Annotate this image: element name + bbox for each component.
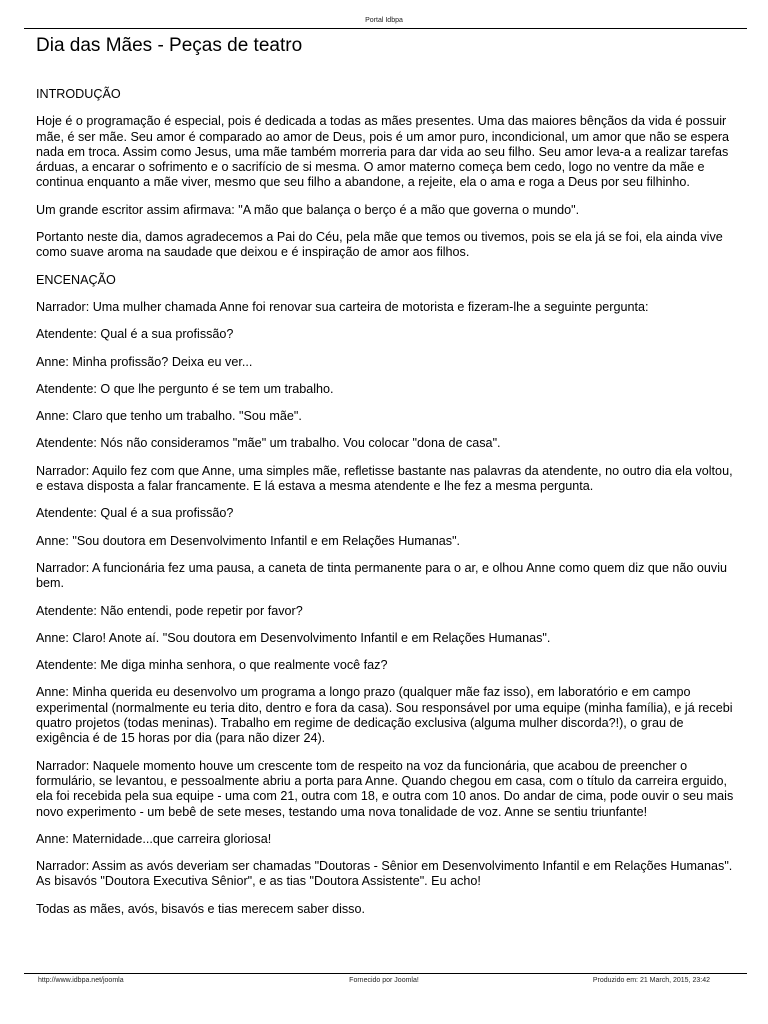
dialogue-line: Anne: Maternidade...que carreira gloriosa! xyxy=(36,831,272,846)
dialogue-line: Narrador: Naquele momento houve um crescente tom de respeito na voz da funcionária, que acabou de preencher o formulário, se levantou, e pessoalmente abriu a porta para Anne. Quando chegou em casa, com o título da carreira erguido, ela foi recebida pela sua equipe - uma com 21, outra com 18, e outra com 10 anos. Do andar de cima, pode ouvir o seu mais novo experimento - um bebê de sete meses, testando uma nova tonalidade de voz. Anne se sentiu triunfante! xyxy=(36,758,734,819)
dialogue-line: Atendente: Não entendi, pode repetir por favor? xyxy=(36,603,303,618)
site-header: Portal Idbpa xyxy=(365,17,403,24)
section-heading-introducao: INTRODUÇÃO xyxy=(36,87,121,101)
dialogue-line: Anne: Minha profissão? Deixa eu ver... xyxy=(36,354,253,369)
section-heading-encenacao: ENCENAÇÃO xyxy=(36,272,116,287)
article-body xyxy=(36,87,740,929)
dialogue-line: Atendente: Qual é a sua profissão? xyxy=(36,506,234,521)
dialogue-line: Anne: Claro que tenho um trabalho. "Sou mãe". xyxy=(36,409,302,424)
dialogue-line: Atendente: Nós não consideramos "mãe" um trabalho. Vou colocar "dona de casa". xyxy=(36,436,501,451)
closing-line: Todas as mães, avós, bisavós e tias merecem saber disso. xyxy=(36,901,365,916)
page-title: Dia das Mães - Peças de teatro xyxy=(36,35,303,56)
dialogue-line: Anne: "Sou doutora em Desenvolvimento Infantil e em Relações Humanas". xyxy=(36,533,461,548)
dialogue-line: Atendente: Qual é a sua profissão? xyxy=(36,327,234,342)
header-divider xyxy=(24,28,747,29)
dialogue-line: Anne: Claro! Anote aí. "Sou doutora em Desenvolvimento Infantil e em Relações Humanas". xyxy=(36,630,551,645)
paragraph: Um grande escritor assim afirmava: "A mão que balança o berço é a mão que governa o mundo". xyxy=(36,202,580,217)
dialogue-line: Anne: Minha querida eu desenvolvo um programa a longo prazo (qualquer mãe faz isso), em laboratório e em campo experimental (normalmente eu teria dito, dentro e fora da casa). Sou responsável por uma equipe (minha família), e já recebi quatro projetos (todas meninas). Trabalho em regime de dedicação exclusiva (alguma mulher discorda?!), o grau de exigência é de 15 horas por dia (para não dizer 24). xyxy=(36,685,733,746)
dialogue-line: Narrador: Assim as avós deveriam ser chamadas "Doutoras - Sênior em Desenvolvimento Infantil e em Relações Humanas". As bisavós "Doutora Executiva Sênior", e as tias "Doutora Assistente". Eu acho! xyxy=(36,859,733,889)
dialogue-line: Narrador: Uma mulher chamada Anne foi renovar sua carteira de motorista e fizeram-lhe a seguinte pergunta: xyxy=(36,299,649,314)
paragraph: Portanto neste dia, damos agradecemos a Pai do Céu, pela mãe que temos ou tivemos, pois se ela já se foi, ela ainda vive como suave aroma na saudade que deixou e é inspiração de amor aos filhos. xyxy=(36,230,723,260)
dialogue-line: Atendente: O que lhe pergunto é se tem um trabalho. xyxy=(36,381,334,396)
dialogue-line: Narrador: Aquilo fez com que Anne, uma simples mãe, refletisse bastante nas palavras da atendente, no outro dia ela voltou, e estava disposta a falar francamente. E lá estava a mesma atendente e lhe fez a mesma pergunta. xyxy=(36,463,733,494)
footer-url-link[interactable]: http://www.idbpa.net/joomla xyxy=(38,977,124,984)
footer-produced-date: Produzido em: 21 March, 2015, 23:42 xyxy=(592,977,710,984)
dialogue-line: Atendente: Me diga minha senhora, o que realmente você faz? xyxy=(36,658,388,673)
footer-powered-by: Fornecido por Joomla! xyxy=(349,977,419,984)
dialogue-line: Narrador: A funcionária fez uma pausa, a caneta de tinta permanente para o ar, e olhou Anne como quem diz que não ouviu bem. xyxy=(36,560,728,591)
paragraph: Hoje é o programação é especial, pois é dedicada a todas as mães presentes. Uma das maiores bênçãos da vida é possuir mãe, é ser mãe. Seu amor é comparado ao amor de Deus, pois é um amor puro, incondicional, um amor que não se espera nada em troca. Assim como Jesus, uma mãe também morreria para dar vida ao seu filho. Seu amor leva-a a realizar tarefas árduas, a encarar o sofrimento e o sacrifício de si mesma. O amor materno começa bem cedo, logo no ventre da mãe e continua enquanto a mãe viver, mesmo que seu filho a abandone, a rejeite, ela o ama e roga a Deus por seu filhinho. xyxy=(36,114,730,190)
footer-divider xyxy=(24,973,747,974)
